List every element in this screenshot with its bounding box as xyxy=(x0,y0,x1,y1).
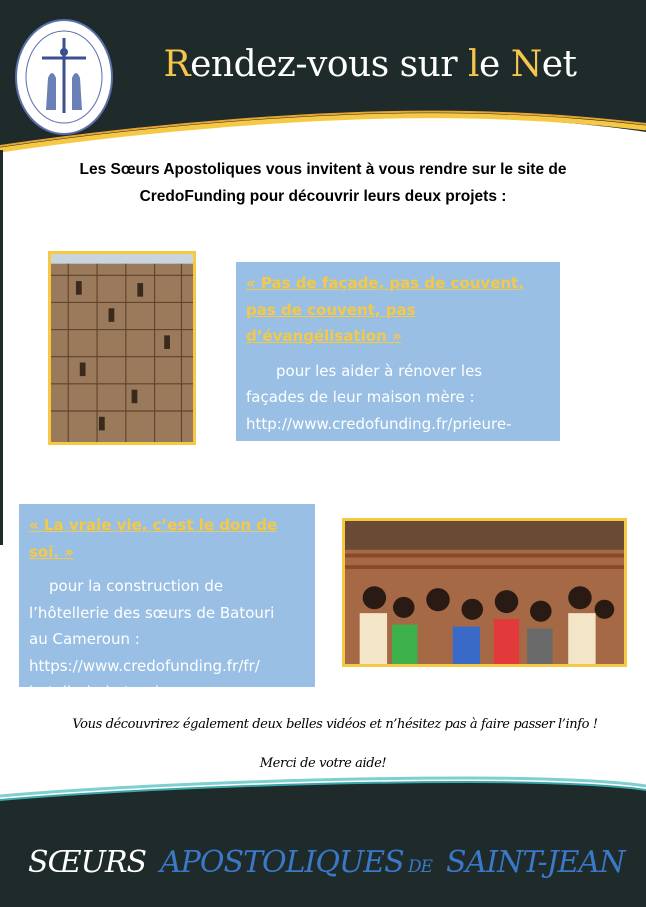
project-2-text-3: au Cameroun : xyxy=(29,630,140,648)
project-2-heading[interactable]: « La vraie vie, c’est le don de soi. » xyxy=(29,516,278,561)
building-scaffold-photo xyxy=(48,251,196,445)
intro-text xyxy=(40,156,606,210)
left-border-line xyxy=(0,150,3,545)
closing-line-2: Merci de votre aide! xyxy=(259,756,387,771)
footer-word-saint-jean: SAINT-JEAN xyxy=(446,845,625,880)
project-2-link-1[interactable]: https://www.credofunding.fr/fr/ xyxy=(29,656,260,675)
project-1-link-2[interactable]: semur-en-brionnais xyxy=(246,441,392,459)
logo-emblem-icon xyxy=(14,18,114,136)
intro-line-1: Les Sœurs Apostoliques vous invitent à vous rendre sur le site de xyxy=(79,161,567,178)
page-title: Rendez-vous sur le Net xyxy=(163,44,577,85)
project-2-box xyxy=(19,504,315,701)
project-1-link-1[interactable]: http://www.credofunding.fr/prieure- xyxy=(246,414,512,433)
intro-line-2: CredoFunding pour découvrir leurs deux projets : xyxy=(139,188,507,205)
project-2-text-2: l’hôtellerie des sœurs de Batouri xyxy=(29,603,275,622)
closing-line-1: Vous découvrirez également deux belles vidéos et n’hésitez pas à faire passer l’info ! xyxy=(72,717,598,732)
footer-word-soeurs: SŒURS xyxy=(28,845,147,880)
project-2-link-2[interactable]: hotellerie-batouri xyxy=(29,683,159,701)
footer-word-apostoliques: APOSTOLIQUES xyxy=(160,845,404,880)
children-group-photo xyxy=(342,518,627,667)
project-1-heading[interactable]: « Pas de façade, pas de couvent, pas de couvent, pas d’évangélisation » xyxy=(246,274,524,345)
footer-title xyxy=(0,845,646,885)
project-1-box xyxy=(236,262,560,459)
project-1-text-1: pour les aider à rénover les xyxy=(276,361,483,380)
project-1-text-2: façades de leur maison mère : xyxy=(246,388,475,406)
project-2-text-1: pour la construction de xyxy=(49,577,224,595)
footer-word-de: DE xyxy=(408,857,433,877)
